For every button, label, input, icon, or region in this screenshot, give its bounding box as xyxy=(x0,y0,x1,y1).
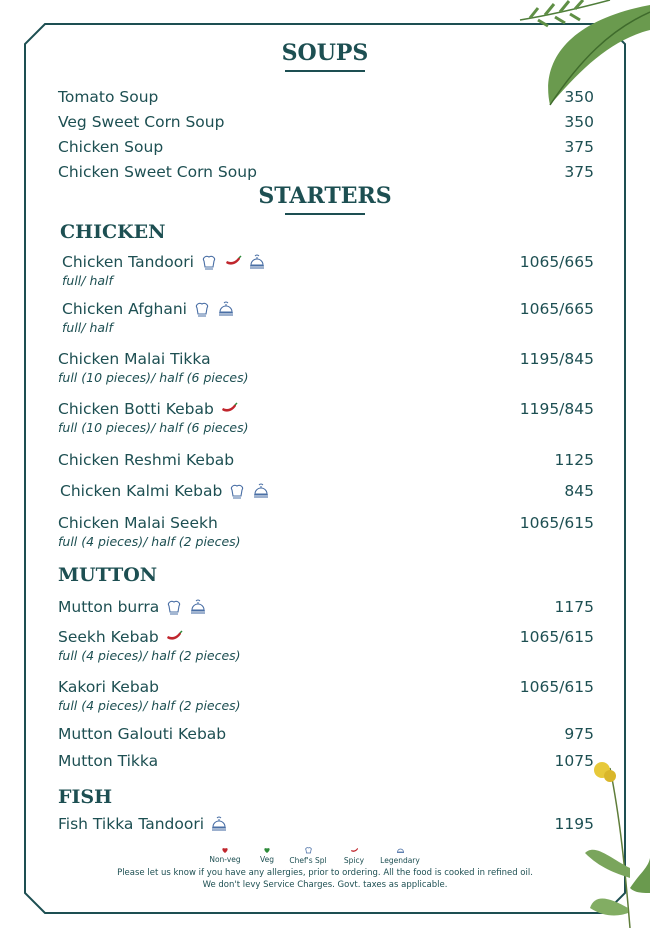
item-price: 1195 xyxy=(554,815,594,833)
spicy-icon xyxy=(220,400,238,418)
legend-legendary: Legendary xyxy=(375,846,425,865)
item-name: Seekh Kebab xyxy=(58,628,183,646)
soups-heading: SOUPS xyxy=(0,40,650,72)
menu-item xyxy=(58,725,594,745)
item-price: 845 xyxy=(564,482,594,500)
item-portion: full/ half xyxy=(62,320,113,335)
menu-item xyxy=(58,628,594,663)
legendary-icon xyxy=(210,815,228,833)
starters-heading-rule xyxy=(285,213,365,215)
item-name: Chicken Kalmi Kebab xyxy=(60,482,270,500)
chefs-special-icon xyxy=(200,253,218,271)
menu-item xyxy=(58,514,594,549)
item-portion: full/ half xyxy=(62,273,113,288)
menu-item xyxy=(58,400,594,435)
item-price: 1065/615 xyxy=(519,678,594,696)
category-mutton: MUTTON xyxy=(58,564,158,586)
item-name: Chicken Botti Kebab xyxy=(58,400,238,418)
item-name: Veg Sweet Corn Soup xyxy=(58,113,225,131)
spicy-icon xyxy=(165,628,183,646)
allergy-note: Please let us know if you have any allergies, prior to ordering. All the food is cooked in refined oil. xyxy=(117,868,533,878)
chefs-special-icon xyxy=(304,846,313,855)
item-price: 350 xyxy=(564,88,594,106)
legendary-icon xyxy=(396,846,405,855)
item-name: Tomato Soup xyxy=(58,88,159,106)
chefs-special-icon xyxy=(228,482,246,500)
item-price: 1065/665 xyxy=(519,253,594,271)
leaf-decoration-bottom xyxy=(580,758,650,928)
item-portion: full (4 pieces)/ half (2 pieces) xyxy=(58,648,241,663)
item-name: Chicken Malai Tikka xyxy=(58,350,211,368)
legend-chefs-spl: Chef's Spl xyxy=(283,846,333,865)
menu-item xyxy=(58,88,594,108)
legend-spicy: Spicy xyxy=(329,846,379,865)
menu-item xyxy=(58,815,594,835)
spicy-icon xyxy=(224,253,242,271)
category-fish: FISH xyxy=(58,786,113,808)
item-name: Mutton Galouti Kebab xyxy=(58,725,227,743)
item-price: 1125 xyxy=(554,451,594,469)
menu-item xyxy=(58,451,594,471)
legendary-icon xyxy=(248,253,266,271)
starters-heading: STARTERS xyxy=(0,183,650,215)
menu-item xyxy=(58,138,594,158)
item-name: Mutton burra xyxy=(58,598,207,616)
menu-item xyxy=(58,350,594,385)
legendary-icon xyxy=(252,482,270,500)
menu-item xyxy=(62,300,594,335)
item-name: Chicken Tandoori xyxy=(62,253,266,271)
item-price: 375 xyxy=(564,163,594,181)
item-name: Chicken Malai Seekh xyxy=(58,514,218,532)
legend-veg: Veg xyxy=(242,846,292,864)
chefs-special-icon xyxy=(165,598,183,616)
icon-legend xyxy=(200,846,450,866)
item-name: Kakori Kebab xyxy=(58,678,160,696)
menu-item xyxy=(58,163,594,183)
legendary-icon xyxy=(189,598,207,616)
chefs-special-icon xyxy=(193,300,211,318)
item-price: 1195/845 xyxy=(519,350,594,368)
menu-item xyxy=(58,598,594,618)
item-name: Chicken Afghani xyxy=(62,300,235,318)
spicy-icon xyxy=(350,846,359,855)
veg-icon xyxy=(263,846,271,854)
item-name: Chicken Reshmi Kebab xyxy=(58,451,235,469)
menu-item xyxy=(58,113,594,133)
item-name: Mutton Tikka xyxy=(58,752,159,770)
menu-item xyxy=(58,678,594,713)
service-charge-note: We don't levy Service Charges. Govt. taxes as applicable. xyxy=(202,880,448,890)
legendary-icon xyxy=(217,300,235,318)
menu-item xyxy=(62,253,594,288)
item-portion: full (10 pieces)/ half (6 pieces) xyxy=(58,370,249,385)
item-portion: full (10 pieces)/ half (6 pieces) xyxy=(58,420,249,435)
legend-non-veg: Non-veg xyxy=(200,846,250,864)
item-price: 975 xyxy=(564,725,594,743)
item-name: Chicken Sweet Corn Soup xyxy=(58,163,257,181)
item-price: 1065/615 xyxy=(519,628,594,646)
menu-item xyxy=(58,752,594,772)
category-chicken: CHICKEN xyxy=(60,221,166,243)
item-price: 375 xyxy=(564,138,594,156)
item-price: 1065/665 xyxy=(519,300,594,318)
item-price: 1075 xyxy=(554,752,594,770)
item-price: 1065/615 xyxy=(519,514,594,532)
item-portion: full (4 pieces)/ half (2 pieces) xyxy=(58,534,241,549)
item-price: 1175 xyxy=(554,598,594,616)
item-name: Fish Tikka Tandoori xyxy=(58,815,228,833)
item-name: Chicken Soup xyxy=(58,138,164,156)
menu-item xyxy=(60,482,594,502)
item-portion: full (4 pieces)/ half (2 pieces) xyxy=(58,698,241,713)
non-veg-icon xyxy=(221,846,229,854)
soups-heading-rule xyxy=(285,70,365,72)
item-price: 350 xyxy=(564,113,594,131)
item-price: 1195/845 xyxy=(519,400,594,418)
